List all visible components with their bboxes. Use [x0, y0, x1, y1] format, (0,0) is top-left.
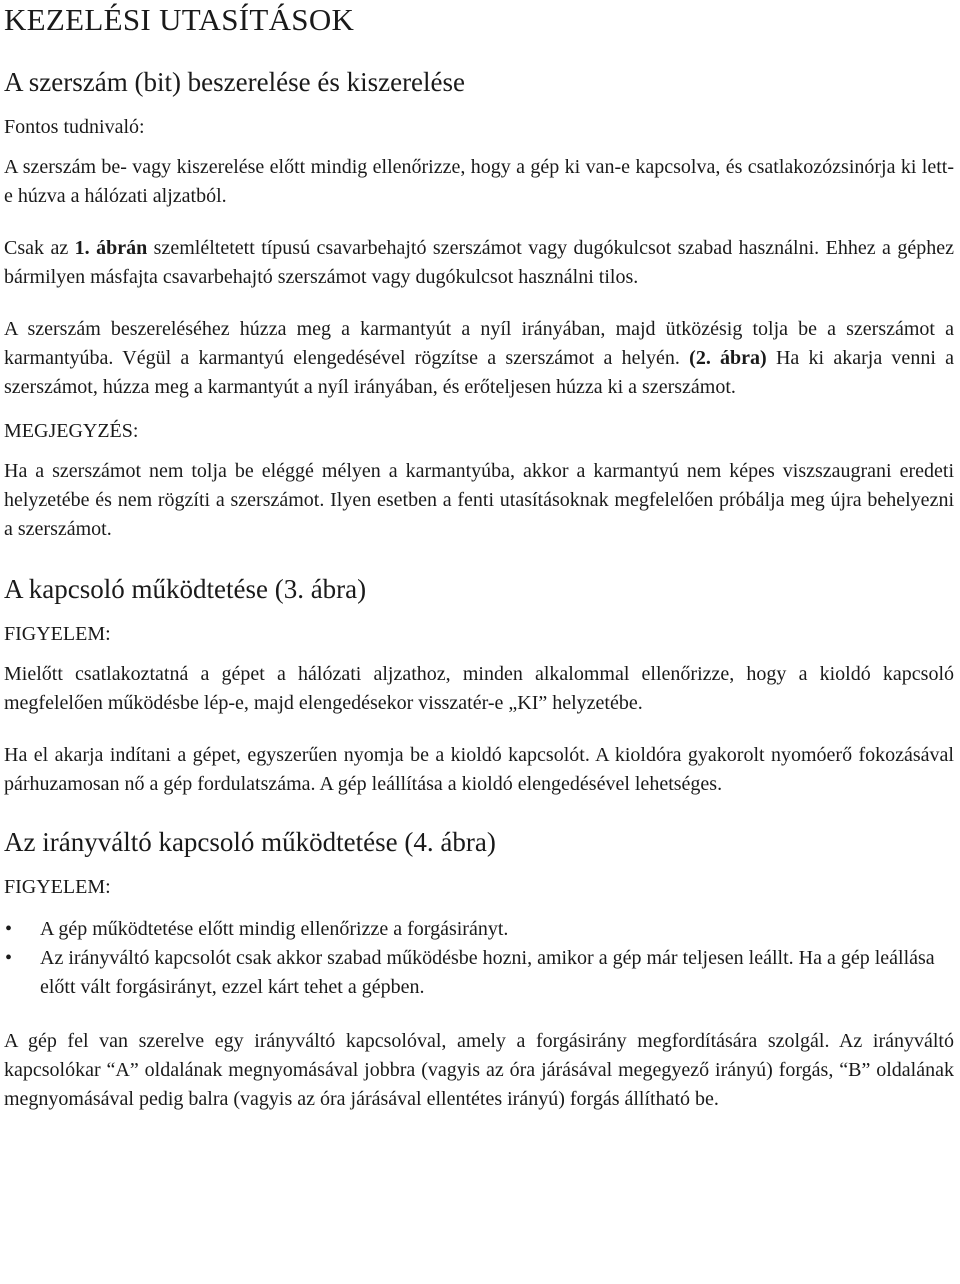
bullet-icon: • [5, 918, 13, 940]
warning-label: FIGYELEM: [4, 876, 111, 898]
list-item [4, 915, 954, 944]
warning-list [4, 915, 954, 1002]
paragraph-insert-bit [4, 315, 954, 402]
section-heading-bit: A szerszám (bit) beszerelése és kiszerelése [4, 67, 466, 97]
text: A szerszám beszereléséhez húzza meg a karmantyút a nyíl irányában, majd ütközésig tolja be a szerszámot a karmantyúba. Végül a karmantyú elengedésével rögzítse a szerszámot a helyén. [4, 318, 954, 369]
note-label: MEGJEGYZÉS: [4, 420, 139, 442]
text: Ha ki akarja venni a szerszámot, húzza meg a karmantyút a nyíl irányában, és erőteljesen húzza ki a szerszámot. [4, 347, 954, 398]
figure-ref-2: (2. ábra) [689, 347, 767, 369]
warning-label: FIGYELEM: [4, 623, 111, 645]
section-heading-reverse-switch: Az irányváltó kapcsoló működtetése (4. ábra) [4, 827, 496, 857]
paragraph-unplug: A szerszám be- vagy kiszerelése előtt mindig ellenőrizze, hogy a gép ki van-e kapcsolva, és csatlakozózsinórja ki lett-e húzva a hálózati aljzatból. [4, 156, 954, 207]
text: szemléltetett típusú csavarbehajtó szerszámot vagy dugókulcsot szabad használni. Ehhez a géphez bármilyen másfajta csavarbehajtó szerszámot vagy dugókulcsot használni tilos. [4, 237, 954, 288]
paragraph-start-machine: Ha el akarja indítani a gépet, egyszerűen nyomja be a kioldó kapcsolót. A kioldóra gyakorolt nyomóerő fokozásával párhuzamosan nő a gép fordulatszáma. A gép leállítása a kioldó elengedésével lehetséges. [4, 744, 954, 795]
list-item-text: Az irányváltó kapcsolót csak akkor szabad működésbe hozni, amikor a gép már teljesen leállt. Ha a gép leállása előtt vált forgásirányt, ezzel kárt tehet a gépben. [40, 947, 935, 998]
bullet-icon: • [5, 947, 13, 969]
paragraph-reverse-switch: A gép fel van szerelve egy irányváltó kapcsolóval, amely a forgásirány megfordítására szolgál. Az irányváltó kapcsolókar “A” oldalának megnyomásával jobbra (vagyis az óra járásával megegyező irányú) forgás, “B” oldalának megnyomásával pedig balra (vagyis az óra járásával ellentétes irányú) forgás állítható be. [4, 1030, 954, 1110]
important-info-label: Fontos tudnivaló: [4, 116, 145, 138]
paragraph-note: Ha a szerszámot nem tolja be eléggé mélyen a karmantyúba, akkor a karmantyú nem képes viszszaugrani eredeti helyzetébe és nem rögzíti a szerszámot. Ilyen esetben a fenti utasításoknak megfelelően próbálja meg újra behelyezni a szerszámot. [4, 460, 954, 540]
paragraph-allowed-bits [4, 234, 954, 292]
figure-ref-1: 1. ábrán [74, 237, 148, 259]
list-item-text: A gép működtetése előtt mindig ellenőrizze a forgásirányt. [40, 918, 509, 940]
text: Csak az [4, 237, 75, 259]
list-item [4, 944, 954, 1002]
page-title: KEZELÉSI UTASÍTÁSOK [4, 2, 355, 37]
section-heading-switch: A kapcsoló működtetése (3. ábra) [4, 574, 367, 604]
paragraph-check-switch: Mielőtt csatlakoztatná a gépet a hálózati aljzathoz, minden alkalommal ellenőrizze, hogy a kioldó kapcsoló megfelelően működésbe lép-e, majd elengedésekor visszatér-e „KI” helyzetébe. [4, 663, 954, 714]
